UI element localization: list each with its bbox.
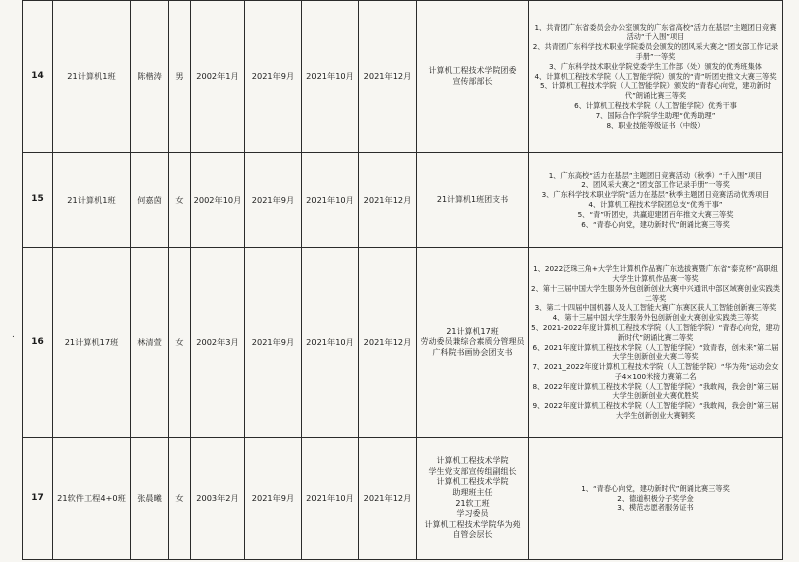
row-index: 17 xyxy=(23,438,53,560)
name-cell: 何嘉茵 xyxy=(131,153,169,248)
class-cell: 21软件工程4+0班 xyxy=(53,438,131,560)
award-item: 7、国际合作学院学生助理“优秀助理” xyxy=(595,110,716,120)
gender-cell: 女 xyxy=(169,438,191,560)
birth-cell: 2002年3月 xyxy=(191,248,245,438)
awards-cell xyxy=(529,438,783,560)
grad-date-cell: 2021年12月 xyxy=(359,438,417,560)
name-cell: 陈楷涛 xyxy=(131,1,169,153)
class-cell: 21计算机17班 xyxy=(53,248,131,438)
award-item: 2、团风采大赛之“团支部工作记录手册”一等奖 xyxy=(581,180,730,190)
table-row xyxy=(23,153,783,248)
join-date-cell: 2021年10月 xyxy=(302,438,359,560)
awards-cell xyxy=(529,1,783,153)
award-item: 5、2021-2022年度计算机工程技术学院（人工智能学院）“青春心向党，建功新时代”朗诵比赛二等奖 xyxy=(531,322,780,342)
role-line: 宣传部部长 xyxy=(452,76,493,86)
enroll-cell: 2021年9月 xyxy=(245,1,302,153)
role-line: 21软工班 xyxy=(455,498,490,508)
margin-mark: . xyxy=(12,330,15,340)
role-line: 计算机工程技术学院 xyxy=(436,456,509,465)
role-cell xyxy=(417,153,529,248)
enroll-cell: 2021年9月 xyxy=(245,248,302,438)
award-item: 3、广东科学技术职业学院党委学生工作部（处）颁发的优秀班集体 xyxy=(548,61,762,71)
award-item: 3、模范志愿者服务证书 xyxy=(617,503,694,513)
table-row xyxy=(23,248,783,438)
role-line: 计算机工程技术学院团委 xyxy=(428,65,517,75)
award-item: 3、第二十四届中国机器人及人工智能大赛广东赛区获人工智能创新赛三等奖 xyxy=(534,303,777,313)
gender-cell: 女 xyxy=(169,153,191,248)
award-item: 5、计算机工程技术学院（人工智能学院）颁发的“青春心向党，建功新时代”朗诵比赛三等奖 xyxy=(539,81,772,101)
award-item: 1、共青团广东省委员会办公室颁发的广东省高校“活力在基层”主题团日竞赛活动“千入围”项目 xyxy=(534,22,777,42)
award-item: 8、职业技能等级证书（中级） xyxy=(606,120,705,130)
role-line: 助理班主任 xyxy=(452,487,493,497)
award-item: 4、计算机工程技术学院（人工智能学院）颁发的“青”听团史推文大赛三等奖 xyxy=(534,71,777,81)
grad-date-cell: 2021年12月 xyxy=(359,248,417,438)
award-item: 1、“青春心向党，建功新时代”朗诵比赛三等奖 xyxy=(581,483,730,493)
role-cell xyxy=(417,248,529,438)
award-item: 7、2021_2022年度计算机工程技术学院（人工智能学院）“华为苑”运动会女子4×100米接力赛第二名 xyxy=(532,362,779,381)
class-cell: 21计算机1班 xyxy=(53,153,131,248)
join-date-cell: 2021年10月 xyxy=(302,153,359,248)
role-line: 学生党支部宣传组副组长 xyxy=(428,466,517,476)
role-cell xyxy=(417,1,529,153)
award-item: 9、2022年度计算机工程技术学院（人工智能学院）“我敢闯，我会创”第三届大学生创新创业大赛铜奖 xyxy=(532,401,779,420)
enroll-cell: 2021年9月 xyxy=(245,438,302,560)
award-item: 4、第十三届中国大学生服务外包创新创业大赛创业实践类三等奖 xyxy=(552,313,759,323)
awards-cell xyxy=(529,248,783,438)
join-date-cell: 2021年10月 xyxy=(302,1,359,153)
role-line: 21计算机1班团支书 xyxy=(436,194,509,204)
role-line: 计算机工程技术学院 xyxy=(436,477,509,487)
award-item: 2、共青团广东科学技术职业学院委员会颁发的团风采大赛之“团支部工作记录手册”一等奖 xyxy=(532,42,779,62)
awards-cell xyxy=(529,153,783,248)
name-cell: 林清萱 xyxy=(131,248,169,438)
award-item: 8、2022年度计算机工程技术学院（人工智能学院）“我敢闯，我会创”第三届大学生创新创业大赛优胜奖 xyxy=(532,381,779,401)
grad-date-cell: 2021年12月 xyxy=(359,1,417,153)
award-item: 6、计算机工程技术学院（人工智能学院）优秀干事 xyxy=(574,100,737,110)
role-line: 学习委员 xyxy=(456,509,489,519)
grad-date-cell: 2021年12月 xyxy=(359,153,417,248)
role-line: 广科院书画协会团支书 xyxy=(432,347,513,357)
award-item: 2、第十三届中国大学生服务外包创新创业大赛中兴通讯中部区域赛创业实践类二等奖 xyxy=(531,283,780,303)
award-item: 6、“青春心向党，建功新时代”朗诵比赛三等奖 xyxy=(581,219,730,229)
birth-cell: 2003年2月 xyxy=(191,438,245,560)
row-index: 16 xyxy=(23,248,53,438)
gender-cell: 男 xyxy=(169,1,191,153)
award-item: 1、2022泛珠三角+大学生计算机作品赛广东选拔赛暨广东省“泰克杯”高职组大学生计算机作品赛一等奖 xyxy=(533,264,778,284)
member-roster-table xyxy=(22,0,783,560)
gender-cell: 女 xyxy=(169,248,191,438)
birth-cell: 2002年10月 xyxy=(191,153,245,248)
role-line: 21计算机17班 xyxy=(446,326,499,336)
role-line: 自管会层长 xyxy=(452,530,493,540)
award-item: 4、计算机工程技术学院团总支“优秀干事” xyxy=(588,200,723,209)
role-line: 计算机工程技术学院华为苑 xyxy=(424,519,521,529)
birth-cell: 2002年1月 xyxy=(191,1,245,153)
award-item: 2、德道积极分子奖学金 xyxy=(617,493,694,503)
enroll-cell: 2021年9月 xyxy=(245,153,302,248)
award-item: 6、2021年度计算机工程技术学院（人工智能学院）“致青春，创未来”第二届大学生创新创业大赛二等奖 xyxy=(532,342,779,362)
row-index: 15 xyxy=(23,153,53,248)
award-item: 5、“青”听团史，共赢迎建团百年推文大赛三等奖 xyxy=(577,209,734,219)
table-row xyxy=(23,1,783,153)
class-cell: 21计算机1班 xyxy=(53,1,131,153)
award-item: 3、广东科学技术职业学院“活力在基层”秋季主题团日竞赛活动优秀项目 xyxy=(541,190,770,200)
role-cell xyxy=(417,438,529,560)
join-date-cell: 2021年10月 xyxy=(302,248,359,438)
role-line: 劳动委员兼综合素质分管理员 xyxy=(420,337,525,347)
row-index: 14 xyxy=(23,1,53,153)
document-page xyxy=(22,0,782,562)
name-cell: 张晨曦 xyxy=(131,438,169,560)
award-item: 1、广东高校“活力在基层”主题团日竞赛活动（秋季）“千入围”项目 xyxy=(548,170,763,180)
table-row xyxy=(23,438,783,560)
roster-body xyxy=(23,1,783,560)
